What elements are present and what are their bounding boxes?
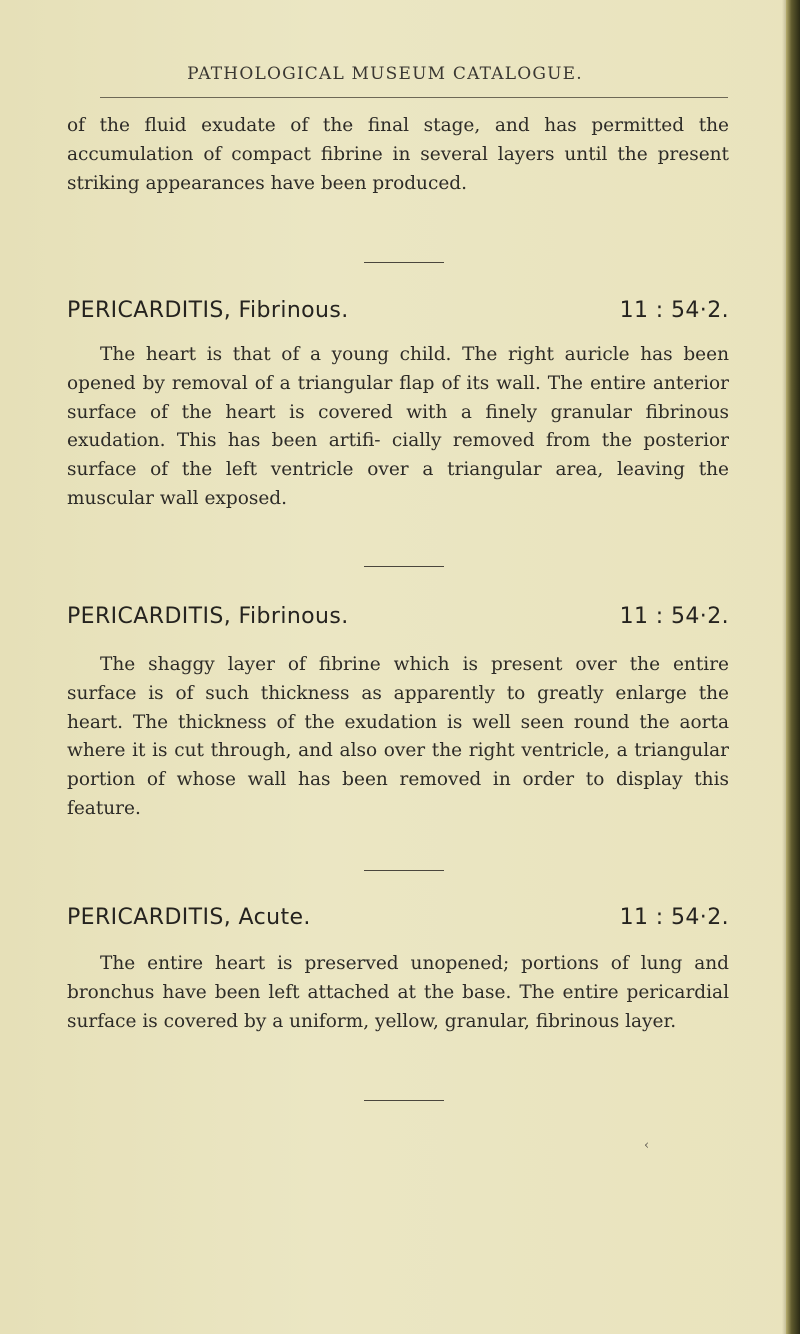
- entry-reference: 11 : 54·2.: [619, 905, 729, 930]
- running-head: PATHOLOGICAL MUSEUM CATALOGUE.: [187, 64, 583, 84]
- entry-title: PERICARDITIS, Fibrinous.: [67, 298, 349, 323]
- intro-paragraph: of the fluid exudate of the final stage, and has permitted the accumulation of compact fibrine in several layers until the present striking appearances have been produced.: [67, 115, 729, 194]
- entry-reference: 11 : 54·2.: [619, 298, 729, 323]
- book-edge: [786, 0, 800, 1334]
- entry-title: PERICARDITIS, Acute.: [67, 905, 311, 930]
- entry-title: PERICARDITIS, Fibrinous.: [67, 604, 349, 629]
- section-divider: [364, 870, 444, 871]
- header-rule: [100, 97, 728, 98]
- entry-reference: 11 : 54·2.: [619, 604, 729, 629]
- entry-description: The shaggy layer of fibrine which is present over the entire surface is of such thickness as apparently to greatly enlarge the heart. The thickness of the exudation is well seen round the aorta where it is cut through, and also over the right ventricle, a triangular portion of whose wall has been removed in order to display this feature.: [67, 654, 729, 819]
- section-divider: [364, 1100, 444, 1101]
- entry-description: The entire heart is preserved unopened; portions of lung and bronchus have been left attached at the base. The entire pericardial surface is covered by a uniform, yellow, granular, fibrinous layer.: [67, 953, 729, 1032]
- section-divider: [364, 566, 444, 567]
- entry-description: The heart is that of a young child. The right auricle has been opened by removal of a triangular flap of its wall. The entire anterior surface of the heart is covered with a finely granular fibrinous exudation. This has been artifi- cially removed from the posterior surface of the left ventricle over a triangular area, leaving the muscular wall exposed.: [67, 344, 729, 509]
- section-divider: [364, 262, 444, 263]
- page-mark: ‹: [644, 1138, 650, 1153]
